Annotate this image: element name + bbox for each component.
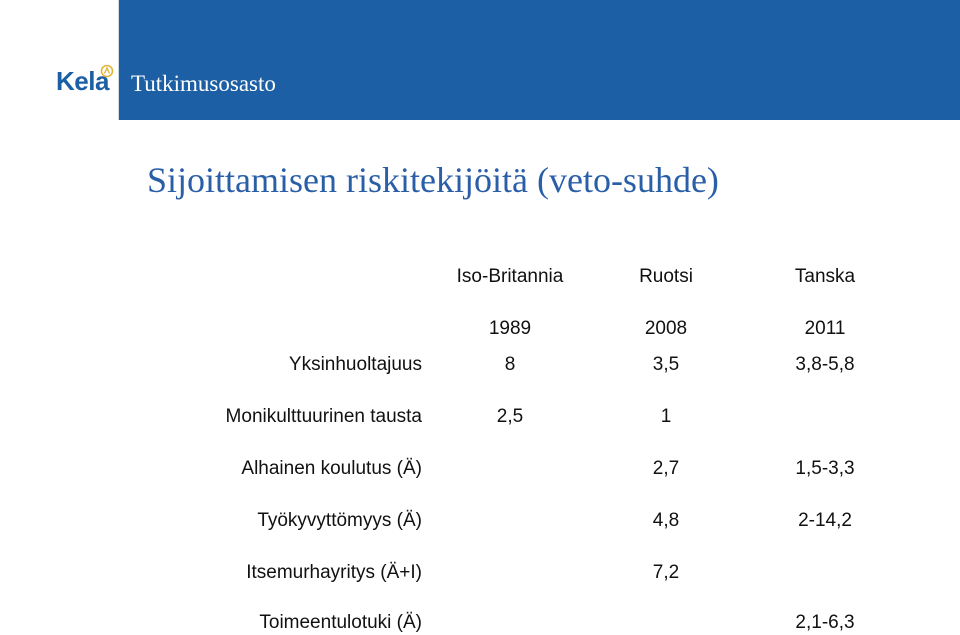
table-cell: 7,2 [652,562,680,583]
table-cell: 2,1-6,3 [795,612,855,633]
header-band [0,0,960,120]
year-header: 1989 [488,318,532,339]
row-label: Toimeentulotuki (Ä) [259,612,422,633]
row-label: Yksinhuoltajuus [288,354,422,375]
row-label: Itsemurhayritys (Ä+I) [246,562,422,583]
kela-logo [0,0,119,120]
table-cell: 1,5-3,3 [795,458,855,479]
row-label: Työkyvyttömyys (Ä) [257,510,422,531]
country-header: Tanska [794,266,856,287]
table-cell: 4,8 [652,510,680,531]
table-cell: 2,5 [496,406,524,427]
row-label: Alhainen koulutus (Ä) [241,458,422,479]
table-cell: 2-14,2 [798,510,852,531]
logo-text: Kela [56,66,109,96]
row-label: Monikulttuurinen tausta [225,406,422,427]
logo-badge-icon [100,64,114,78]
country-header: Iso-Britannia [456,266,564,287]
table-cell: 3,8-5,8 [795,354,855,375]
slide-title: Sijoittamisen riskitekijöitä (veto-suhde) [147,160,719,200]
table-cell: 2,7 [652,458,680,479]
year-header: 2011 [804,318,846,339]
table-cell: 8 [504,354,516,375]
year-header: 2008 [644,318,688,339]
country-header: Ruotsi [639,266,693,287]
table-cell: 3,5 [652,354,680,375]
table-cell: 1 [660,406,672,427]
department-name: Tutkimusosasto [131,71,276,96]
